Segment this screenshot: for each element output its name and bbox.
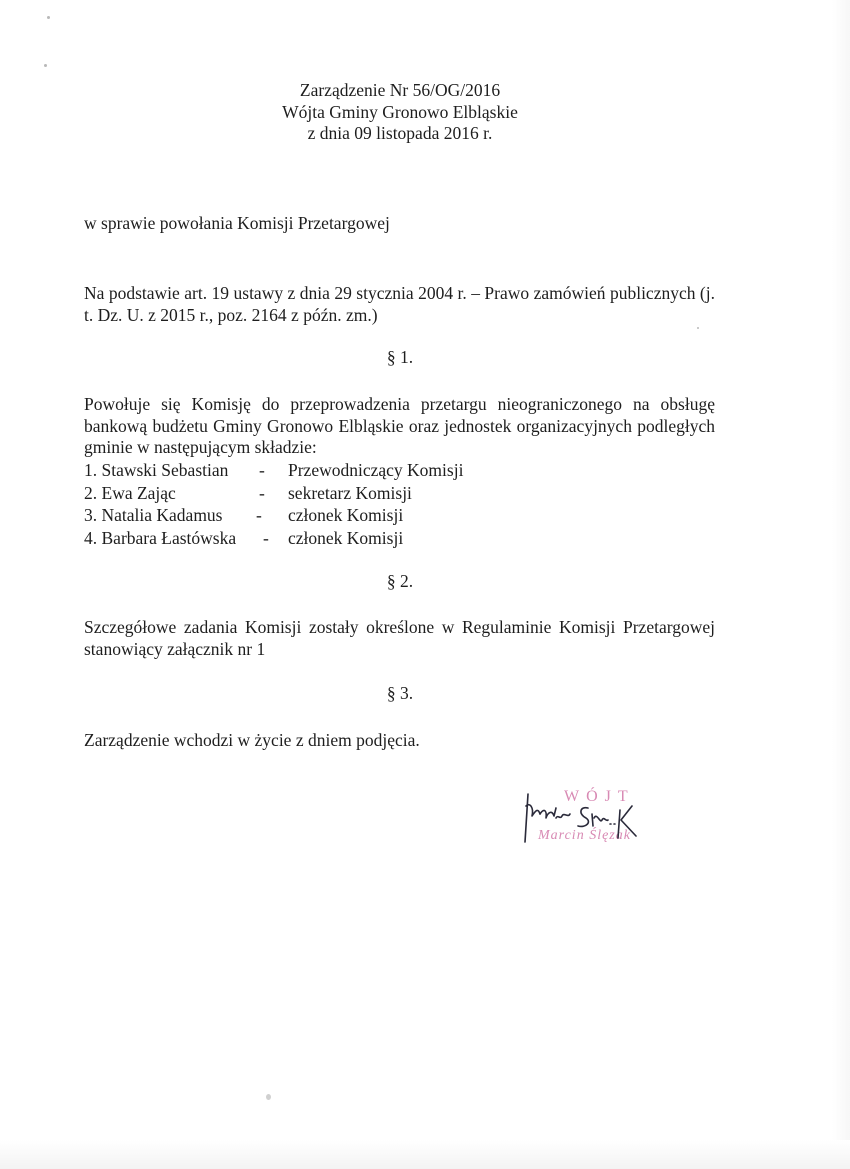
member-dash: - xyxy=(256,505,262,525)
header-title: Zarządzenie Nr 56/OG/2016 xyxy=(299,80,501,100)
scan-speck xyxy=(697,327,699,329)
member-dash: - xyxy=(259,482,265,503)
member-name: 3. Natalia Kadamus xyxy=(84,505,223,525)
member-role: członek Komisji xyxy=(288,527,404,548)
stamp-name: Marcin Ślęzak xyxy=(538,828,631,843)
stamp-title: WÓJT xyxy=(564,788,635,805)
member-dash: - xyxy=(263,527,269,548)
document-header xyxy=(0,80,800,145)
member-name: 1. Stawski Sebastian xyxy=(84,460,229,480)
official-stamp xyxy=(520,780,680,855)
member-role: członek Komisji xyxy=(288,505,404,525)
scan-speck xyxy=(266,1094,271,1100)
member-name: 2. Ewa Zając xyxy=(84,482,176,503)
scan-speck xyxy=(47,16,50,19)
section-text-2: Szczegółowe zadania Komisji zostały określone w Regulaminie Komisji Przetargowej stanowiący załącznik nr 1 xyxy=(84,617,715,659)
member-dash: - xyxy=(259,460,265,480)
section-text-3: Zarządzenie wchodzi w życie z dniem podjęcia. xyxy=(84,730,420,750)
section-text-1: Powołuje się Komisję do przeprowadzenia przetargu nieograniczonego na obsługę bankową budżetu Gminy Gronowo Elbląskie oraz jednostek organizacyjnych podległych gminie w następującym składzie: xyxy=(84,394,715,457)
member-role: sekretarz Komisji xyxy=(288,482,412,503)
header-date: z dnia 09 listopada 2016 r. xyxy=(307,123,493,143)
section-mark-3: § 3. xyxy=(386,683,414,703)
handwritten-signature xyxy=(520,780,680,855)
member-role: Przewodniczący Komisji xyxy=(288,460,464,480)
document-subject: w sprawie powołania Komisji Przetargowej xyxy=(84,213,390,233)
scan-speck xyxy=(44,64,47,67)
scan-bottom-shadow xyxy=(0,1140,850,1169)
member-name: 4. Barbara Łastówska xyxy=(84,527,237,548)
section-mark-1: § 1. xyxy=(386,347,414,367)
scan-edge-shadow xyxy=(832,0,850,1140)
legal-basis: Na podstawie art. 19 ustawy z dnia 29 stycznia 2004 r. – Prawo zamówień publicznych (j. t. Dz. U. z 2015 r., poz. 2164 z późn. zm.) xyxy=(84,283,715,325)
section-mark-2: § 2. xyxy=(386,571,414,591)
header-authority: Wójta Gminy Gronowo Elbląskie xyxy=(282,101,518,122)
